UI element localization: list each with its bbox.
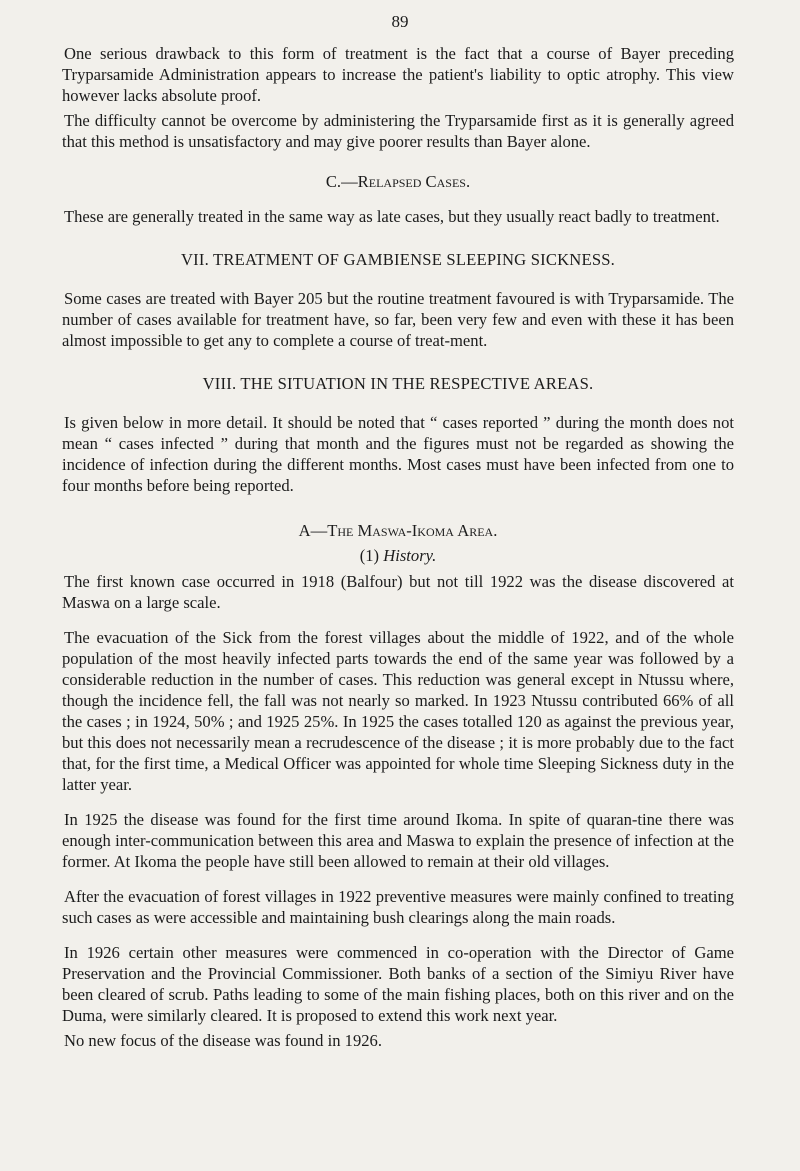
paragraph-situation: Is given below in more detail. It should be noted that “ cases reported ” during the month does not mean “ cases infected ” during that month and the figures must not be regarded as showing the incidence of infection during the different months. Most cases must have been infected from one to four months before being reported. (62, 413, 734, 495)
paragraph-gambiense-treatment: Some cases are treated with Bayer 205 but the routine treatment favoured is with Tryparsamide. The number of cases available for treatment have, so far, been very few and even with these it has been almost impossible to get any to complete a course of treat-ment. (62, 289, 734, 350)
paragraph-evacuation: The evacuation of the Sick from the forest villages about the middle of 1922, and of the whole population of the most heavily infected parts towards the end of the same year was followed by a considerable reduction in the number of cases. This reduction was general except in Ntussu where, though the incidence fell, the fall was not nearly so marked. In 1923 Ntussu contributed 66% of all the cases ; in 1924, 50% ; and 1925 25%. In 1925 the cases totalled 120 as against the previous year, but this does not necessarily mean a recrudescence of the disease ; it is more probably due to the fact that, for the first time, a Medical Officer was appointed for whole time Sleeping Sickness duty in the latter year. (62, 628, 734, 794)
paragraph-preventive-measures: After the evacuation of forest villages in 1922 preventive measures were mainly confined to treating such cases as were accessible and maintaining bush clearings along the main roads. (62, 887, 734, 927)
history-label: History. (383, 546, 437, 565)
paragraph-first-case: The first known case occurred in 1918 (Balfour) but not till 1922 was the disease discovered at Maswa on a large scale. (62, 572, 734, 612)
page-number: 89 (391, 12, 409, 31)
heading-history (62, 545, 734, 566)
paragraph-difficulty: The difficulty cannot be overcome by administering the Tryparsamide first as it is generally agreed that this method is unsatisfactory and may give poorer results than Bayer alone. (62, 111, 734, 151)
heading-maswa-ikoma-area: A—The Maswa-Ikoma Area. (298, 521, 498, 540)
heading-relapsed-cases: C.—Relapsed Cases. (325, 172, 471, 191)
paragraph-ikoma: In 1925 the disease was found for the first time around Ikoma. In spite of quaran-tine there was enough inter-communication between this area and Maswa to explain the presence of infection at the former. At Ikoma the people have still been allowed to remain at their old villages. (62, 810, 734, 871)
heading-section-vii: VII. TREATMENT OF GAMBIENSE SLEEPING SICKNESS. (180, 250, 616, 269)
paragraph-relapsed: These are generally treated in the same way as late cases, but they usually react badly to treatment. (64, 207, 720, 226)
history-number: (1) (359, 546, 380, 565)
paragraph-treatment-drawback: One serious drawback to this form of treatment is the fact that a course of Bayer preceding Tryparsamide Administration appears to increase the patient's liability to optic atrophy. This view however lacks absolute proof. (62, 44, 734, 105)
paragraph-1926-measures: In 1926 certain other measures were commenced in co-operation with the Director of Game Preservation and the Provincial Commissioner. Both banks of a section of the Simiyu River have been cleared of scrub. Paths leading to some of the main fishing places, both on this river and on the Duma, were similarly cleared. It is proposed to extend this work next year. (62, 943, 734, 1025)
paragraph-no-new-focus: No new focus of the disease was found in 1926. (64, 1031, 382, 1050)
page-content (62, 43, 734, 1051)
heading-section-viii: VIII. THE SITUATION IN THE RESPECTIVE AREAS. (202, 374, 594, 393)
